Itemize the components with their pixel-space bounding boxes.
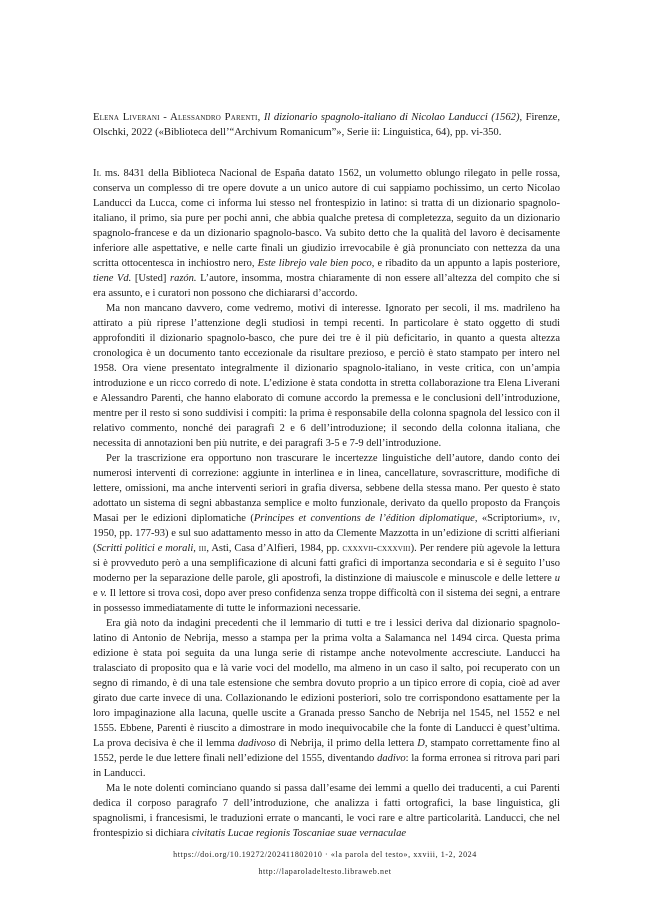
- italic-text: Scritti politici e morali: [96, 543, 194, 554]
- text-run: ,: [193, 543, 199, 554]
- small-caps-text: iv: [549, 513, 558, 524]
- review-body: [93, 166, 560, 841]
- text-run: e: [93, 588, 101, 599]
- text-run: , e ribadito da un appunto a lapis posteriore,: [371, 258, 560, 269]
- footer-url-line[interactable]: http://laparoladeltesto.libraweb.net: [258, 867, 392, 876]
- italic-text: u: [554, 573, 560, 584]
- text-run: , 1950, pp. 177-93) e sul suo adattamento messo in atto da Clemente Mazzotta in un’edizione di scritti alfieriani (: [93, 513, 560, 554]
- small-caps-text: iii: [198, 543, 207, 554]
- text-run: ms. 8431 della Biblioteca Nacional de España datato 1562, un volumetto oblungo rilegato in pelle rossa, conserva un complesso di tre opere dovute a un unico autore di cui sappiamo pochissimo, un certo Nicolao Landucci da Lucca, come ci informa lui stesso nel frontespizio in latino: si tratta di un dizionario spagnolo-italiano, il primo, sia pure per pochi anni, che abbia qualche pretesa di completezza, seguito da un dizionario spagnolo-francese e da un dizionario spagnolo-basco. Va subito detto che la qualità del lavoro è decisamente inferiore alle aspettative, e nelle carte finali un giudizio irrevocabile è già pronunciato con nettezza da una scritta ottocentesca in inchiostro nero,: [93, 168, 560, 269]
- italic-text: dadivoso: [237, 738, 276, 749]
- text-run: L’autore, insomma, mostra chiaramente di non essere all’altezza del compito che si era assunto, e i curatori non possono che dichiararsi d’accordo.: [93, 273, 560, 299]
- italic-text: v.: [100, 588, 107, 599]
- text-run: : la forma erronea si ritrova pari pari in Landucci.: [93, 753, 560, 779]
- text-run: , Asti, Casa d’Alfieri, 1984, pp.: [206, 543, 343, 554]
- review-authors: Elena Liverani - Alessandro Parenti,: [93, 112, 261, 123]
- italic-text: D: [417, 738, 425, 749]
- paragraph: [93, 616, 560, 781]
- paragraph: [93, 166, 560, 301]
- text-run: Il lettore si trova così, dopo aver preso confidenza senza troppe difficoltà con il sistema dei segni, a entrare in possesso immediatamente di tutte le informazioni necessarie.: [93, 588, 560, 614]
- reviewed-book-publication: , Firenze, Olschki, 2022 («Biblioteca dell’“Archivum Romanicum”», Serie ii: Linguistica, 64), pp. vi-350.: [93, 112, 561, 138]
- text-run: Ma le note dolenti cominciano quando si passa dall’esame dei lemmi a quello dei traducenti, a cui Parenti dedica il corposo paragrafo 7 dell’introduzione, che analizza i fatti ortografici, la base linguistica, gli spagnolismi, i francesismi, le traduzioni errate o mancanti, le voci rare e altre particolarità. Landucci, che nel frontespizio si dichiara: [93, 783, 560, 839]
- paragraph: [93, 301, 560, 451]
- italic-text: Principes et conventions de l’édition diplomatique: [253, 513, 475, 524]
- footer-doi-line[interactable]: https://doi.org/10.19272/202411802010 · «la parola del testo», xxviii, 1-2, 2024: [173, 850, 477, 859]
- small-caps-text: Il: [93, 168, 102, 179]
- text-run: Per la trascrizione era opportuno non trascurare le incertezze linguistiche dell’autore, dando conto dei numerosi interventi di correzione: aggiunte in interlinea e in linea, cancellature, sovrascritture, modifiche di lettere, omissioni, ma anche interventi seriori in grafia diversa, sebbene della stessa mano. Per questo è stato adottato un sistema di segni abbastanza semplice e molto funzionale, derivato da quello proposto da François Masai per le edizioni diplomatiche (: [93, 453, 560, 524]
- text-run: , stampato correttamente fino al 1552, perde le due lettere finali nell’edizione del 1555, diventando: [93, 738, 560, 764]
- text-run: di Nebrija, il primo della lettera: [275, 738, 418, 749]
- italic-text: tiene Vd.: [93, 273, 132, 284]
- text-run: Era già noto da indagini precedenti che il lemmario di tutti e tre i lessici deriva dal dizionario spagnolo-latino di Antonio de Nebrija, messo a stampa per la prima volta a Salamanca nel 1494 circa. Questa prima edizione è stata poi seguita da una lunga serie di ristampe anche notevolmente accresciute. Landucci ha tralasciato di proposito qua e là varie voci del modello, ma almeno in un caso il salto, poi recuperato con un segno di rimando, è di una tale estensione che sembra dovuto proprio a un tipico errore di copia, cioè ad aver girato due carte invece di una. Collazionando le edizioni posteriori, solo tre corrispondono esattamente per la loro impaginazione alla lacuna, quelle uscite a Granada presso Sancho de Nebrija nel 1545, nel 1552 e nel 1555. Ebbene, Parenti è riuscito a dimostrare in modo inequivocabile che la fonte di Landucci è quest’ultima. La prova decisiva è che il lemma: [93, 618, 560, 749]
- text-run: ). Per rendere più agevole la lettura si è provveduto però a una semplificazione di alcuni fatti grafici di importanza secondaria e si è seguito l’uso moderno per la separazione delle parole, gli apostrofi, la distinzione di maiuscole e minuscole e delle lettere: [93, 543, 561, 584]
- reviewed-book-title: Il dizionario spagnolo-italiano di Nicolao Landucci (1562): [263, 112, 520, 123]
- italic-text: razón.: [169, 273, 197, 284]
- italic-text: civitatis Lucae regionis Toscaniae suae vernaculae: [191, 828, 406, 839]
- small-caps-text: cxxxvii-cxxxviii: [342, 543, 411, 554]
- paragraph: [93, 781, 560, 841]
- text-run: Ma non mancano davvero, come vedremo, motivi di interesse. Ignorato per secoli, il ms. madrileno ha attirato a più riprese l’attenzione degli studiosi in tempi recenti. In particolare è stato oggetto di studi approfonditi il dizionario spagnolo-basco, che pure dei tre è il più deficitario, in quanto a questa altezza cronologica è un documento tanto eccezionale da risultare prezioso, e perciò è stato stampato per intero nel 1958. Ora viene presentato integralmente il dizionario spagnolo-italiano, in veste critica, con un’ampia introduzione e un ricco corredo di note. L’edizione è stata condotta in stretta collaborazione tra Elena Liverani e Alessandro Parenti, che hanno elaborato di comune accordo la premessa e le conclusioni dell’introduzione, mentre per il resto si sono suddivisi i compiti: la prima è responsabile della colonna spagnola del lessico con il relativo commento, nonché dei paragrafi 2 e 6 dell’introduzione; il secondo della colonna italiana, che necessita di annotazioni ben più nutrite, e dei paragrafi 3-5 e 7-9 dell’introduzione.: [93, 303, 560, 449]
- text-run: [Usted]: [131, 273, 170, 284]
- italic-text: Este librejo vale bien poco: [257, 258, 372, 269]
- review-header: [93, 110, 560, 140]
- paragraph: [93, 451, 560, 616]
- text-run: , «Scriptorium»,: [474, 513, 550, 524]
- italic-text: dadivo: [377, 753, 406, 764]
